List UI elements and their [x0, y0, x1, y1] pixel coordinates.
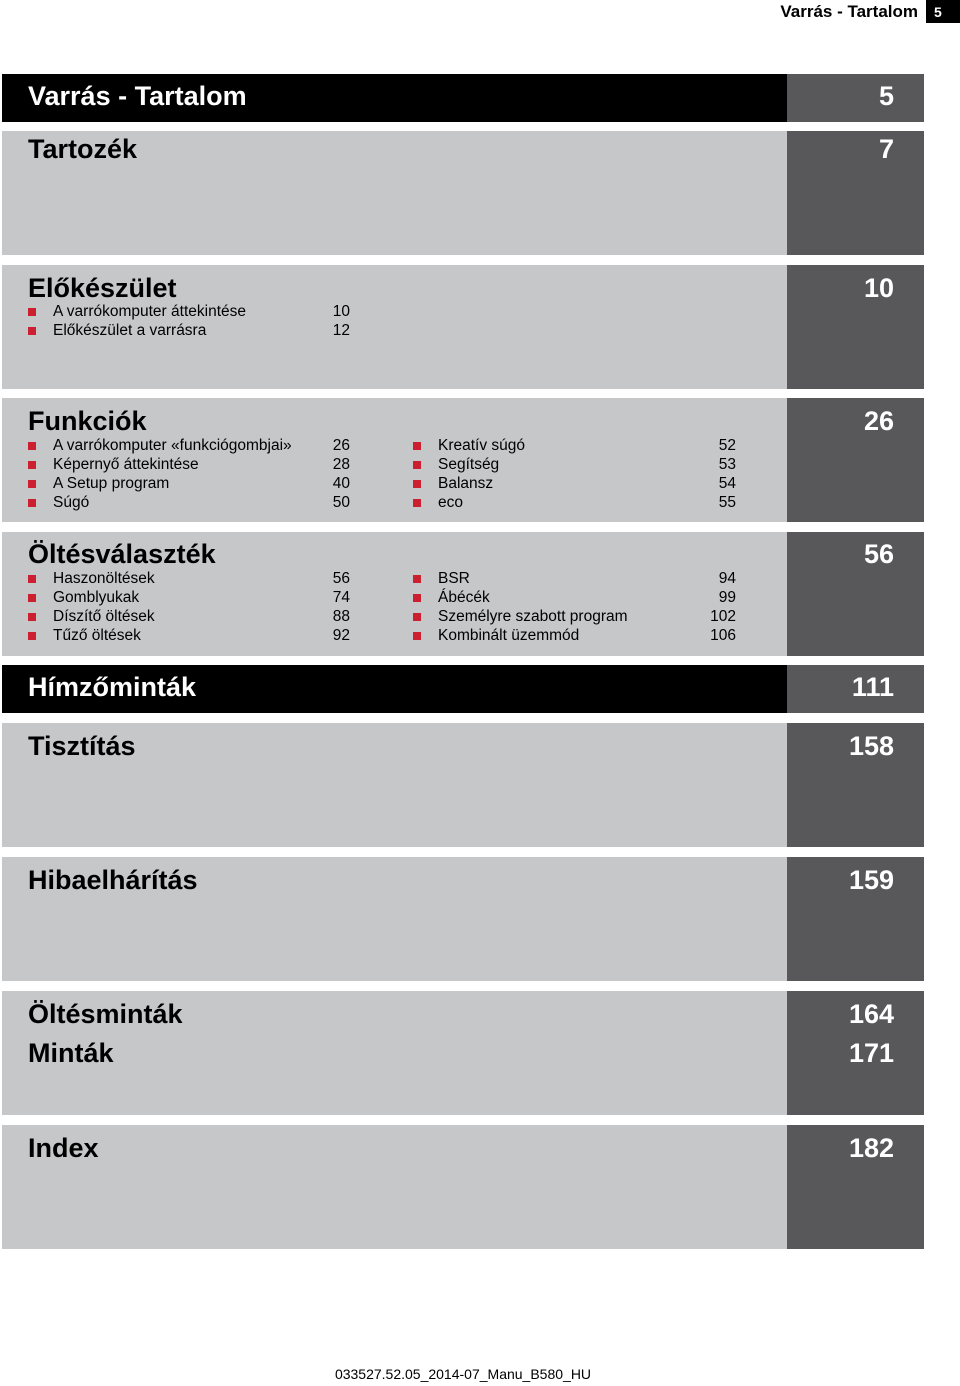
entry-page: 99 — [718, 589, 736, 606]
toc-entry[interactable] — [28, 302, 350, 321]
entry-label: Haszonöltések — [53, 570, 155, 587]
toc-section-funkciok[interactable] — [2, 398, 924, 522]
toc-entry[interactable] — [413, 626, 736, 645]
bullet-square-icon — [413, 480, 421, 488]
toc-entry[interactable] — [413, 569, 736, 588]
entry-list-left — [28, 436, 350, 512]
section-page: 56 — [863, 539, 894, 569]
bullet-square-icon — [413, 461, 421, 469]
toc-entry[interactable] — [28, 607, 350, 626]
section-title: Funkciók — [28, 406, 147, 436]
entry-page: 74 — [332, 589, 350, 606]
entry-page: 26 — [332, 437, 350, 454]
entry-list-left — [28, 302, 350, 340]
entry-list-right — [413, 569, 736, 645]
entry-label: A Setup program — [53, 475, 170, 492]
section-title: Előkészület — [28, 273, 177, 303]
entry-label: A varrókomputer áttekintése — [53, 303, 246, 320]
bullet-square-icon — [28, 461, 36, 469]
section-page: 5 — [878, 81, 894, 111]
entry-page: 92 — [332, 627, 350, 644]
entry-label: A varrókomputer «funkciógombjai» — [53, 437, 292, 454]
entry-list-left — [28, 569, 350, 645]
entry-page: 106 — [710, 627, 736, 644]
toc-section-elokeszulet[interactable] — [2, 265, 924, 389]
running-header — [780, 0, 960, 23]
section-panel — [2, 1125, 787, 1249]
toc-entry[interactable] — [28, 493, 350, 512]
entry-label: Képernyő áttekintése — [53, 456, 199, 473]
bullet-square-icon — [413, 632, 421, 640]
toc-section-tisztitas[interactable] — [2, 723, 924, 847]
running-header-page-number: 5 — [926, 0, 960, 23]
toc-section-himzomintak[interactable] — [2, 665, 924, 713]
toc-entry[interactable] — [28, 321, 350, 340]
entry-page: 10 — [332, 303, 350, 320]
entry-label: Gomblyukak — [53, 589, 140, 606]
entry-page: 50 — [332, 494, 350, 511]
bullet-square-icon — [28, 308, 36, 316]
toc-entry[interactable] — [413, 474, 736, 493]
section-title: Hímzőminták — [28, 672, 197, 702]
entry-label: Súgó — [53, 494, 90, 511]
section-page: 159 — [848, 865, 894, 895]
entry-page: 28 — [332, 456, 350, 473]
toc-entry[interactable] — [413, 588, 736, 607]
section-title-mintak: Minták — [28, 1038, 114, 1068]
section-title: Tartozék — [28, 134, 138, 164]
entry-page: 52 — [718, 437, 736, 454]
entry-label: Díszítő öltések — [53, 608, 155, 625]
toc-section-oltesmintak[interactable] — [2, 991, 924, 1115]
toc-entry[interactable] — [28, 455, 350, 474]
section-page: 182 — [848, 1133, 894, 1163]
entry-label: Balansz — [438, 475, 494, 492]
entry-label: Személyre szabott program — [438, 608, 628, 625]
bullet-square-icon — [28, 575, 36, 583]
toc-entry[interactable] — [28, 588, 350, 607]
entry-label: Segítség — [438, 456, 500, 473]
entry-page: 94 — [718, 570, 736, 587]
toc-entry[interactable] — [28, 436, 350, 455]
toc-entry[interactable] — [413, 607, 736, 626]
section-page: 158 — [848, 731, 894, 761]
toc-entry[interactable] — [413, 493, 736, 512]
bullet-square-icon — [28, 613, 36, 621]
bullet-square-icon — [28, 594, 36, 602]
entry-label: eco — [438, 494, 463, 511]
toc-section-hibaelharitas[interactable] — [2, 857, 924, 981]
entry-page: 88 — [332, 608, 350, 625]
toc-section-varras[interactable] — [2, 74, 924, 122]
running-header-title: Varrás - Tartalom — [780, 1, 918, 21]
bullet-square-icon — [413, 442, 421, 450]
section-title: Öltésválaszték — [28, 539, 216, 569]
section-title: Tisztítás — [28, 731, 136, 761]
bullet-square-icon — [28, 480, 36, 488]
entry-page: 40 — [332, 475, 350, 492]
toc-entry[interactable] — [28, 474, 350, 493]
toc-section-tartozek[interactable] — [2, 131, 924, 255]
toc-section-oltesvalasztek[interactable] — [2, 532, 924, 656]
section-title: Öltésminták — [28, 999, 183, 1029]
section-page: 10 — [863, 273, 894, 303]
bullet-square-icon — [413, 613, 421, 621]
bullet-square-icon — [413, 594, 421, 602]
bullet-square-icon — [28, 442, 36, 450]
bullet-square-icon — [413, 499, 421, 507]
toc-entry[interactable] — [28, 626, 350, 645]
section-page-mintak: 171 — [848, 1038, 894, 1068]
bullet-square-icon — [28, 327, 36, 335]
entry-page: 53 — [718, 456, 736, 473]
entry-page: 102 — [710, 608, 736, 625]
entry-page: 12 — [332, 322, 350, 339]
bullet-square-icon — [28, 632, 36, 640]
bullet-square-icon — [413, 575, 421, 583]
toc-entry[interactable] — [28, 569, 350, 588]
footer-document-code: 033527.52.05_2014-07_Manu_B580_HU — [334, 1366, 592, 1382]
entry-label: BSR — [438, 570, 470, 587]
entry-page: 55 — [718, 494, 736, 511]
entry-label: Kreatív súgó — [438, 437, 526, 454]
entry-page: 56 — [332, 570, 350, 587]
bullet-square-icon — [28, 499, 36, 507]
section-title: Index — [28, 1133, 99, 1163]
section-page: 26 — [863, 406, 894, 436]
section-page: 111 — [851, 672, 894, 702]
entry-list-right — [413, 436, 736, 512]
entry-page: 54 — [718, 475, 736, 492]
entry-label: Ábécék — [438, 589, 490, 606]
entry-label: Tűző öltések — [53, 627, 141, 644]
section-page: 7 — [878, 134, 894, 164]
section-title: Varrás - Tartalom — [28, 81, 247, 111]
entry-label: Előkészület a varrásra — [53, 322, 207, 339]
entry-label: Kombinált üzemmód — [438, 627, 580, 644]
section-page: 164 — [848, 999, 894, 1029]
toc-section-index[interactable] — [2, 1125, 924, 1249]
section-title: Hibaelhárítás — [28, 865, 198, 895]
toc-entry[interactable] — [413, 455, 736, 474]
toc-entry[interactable] — [413, 436, 736, 455]
